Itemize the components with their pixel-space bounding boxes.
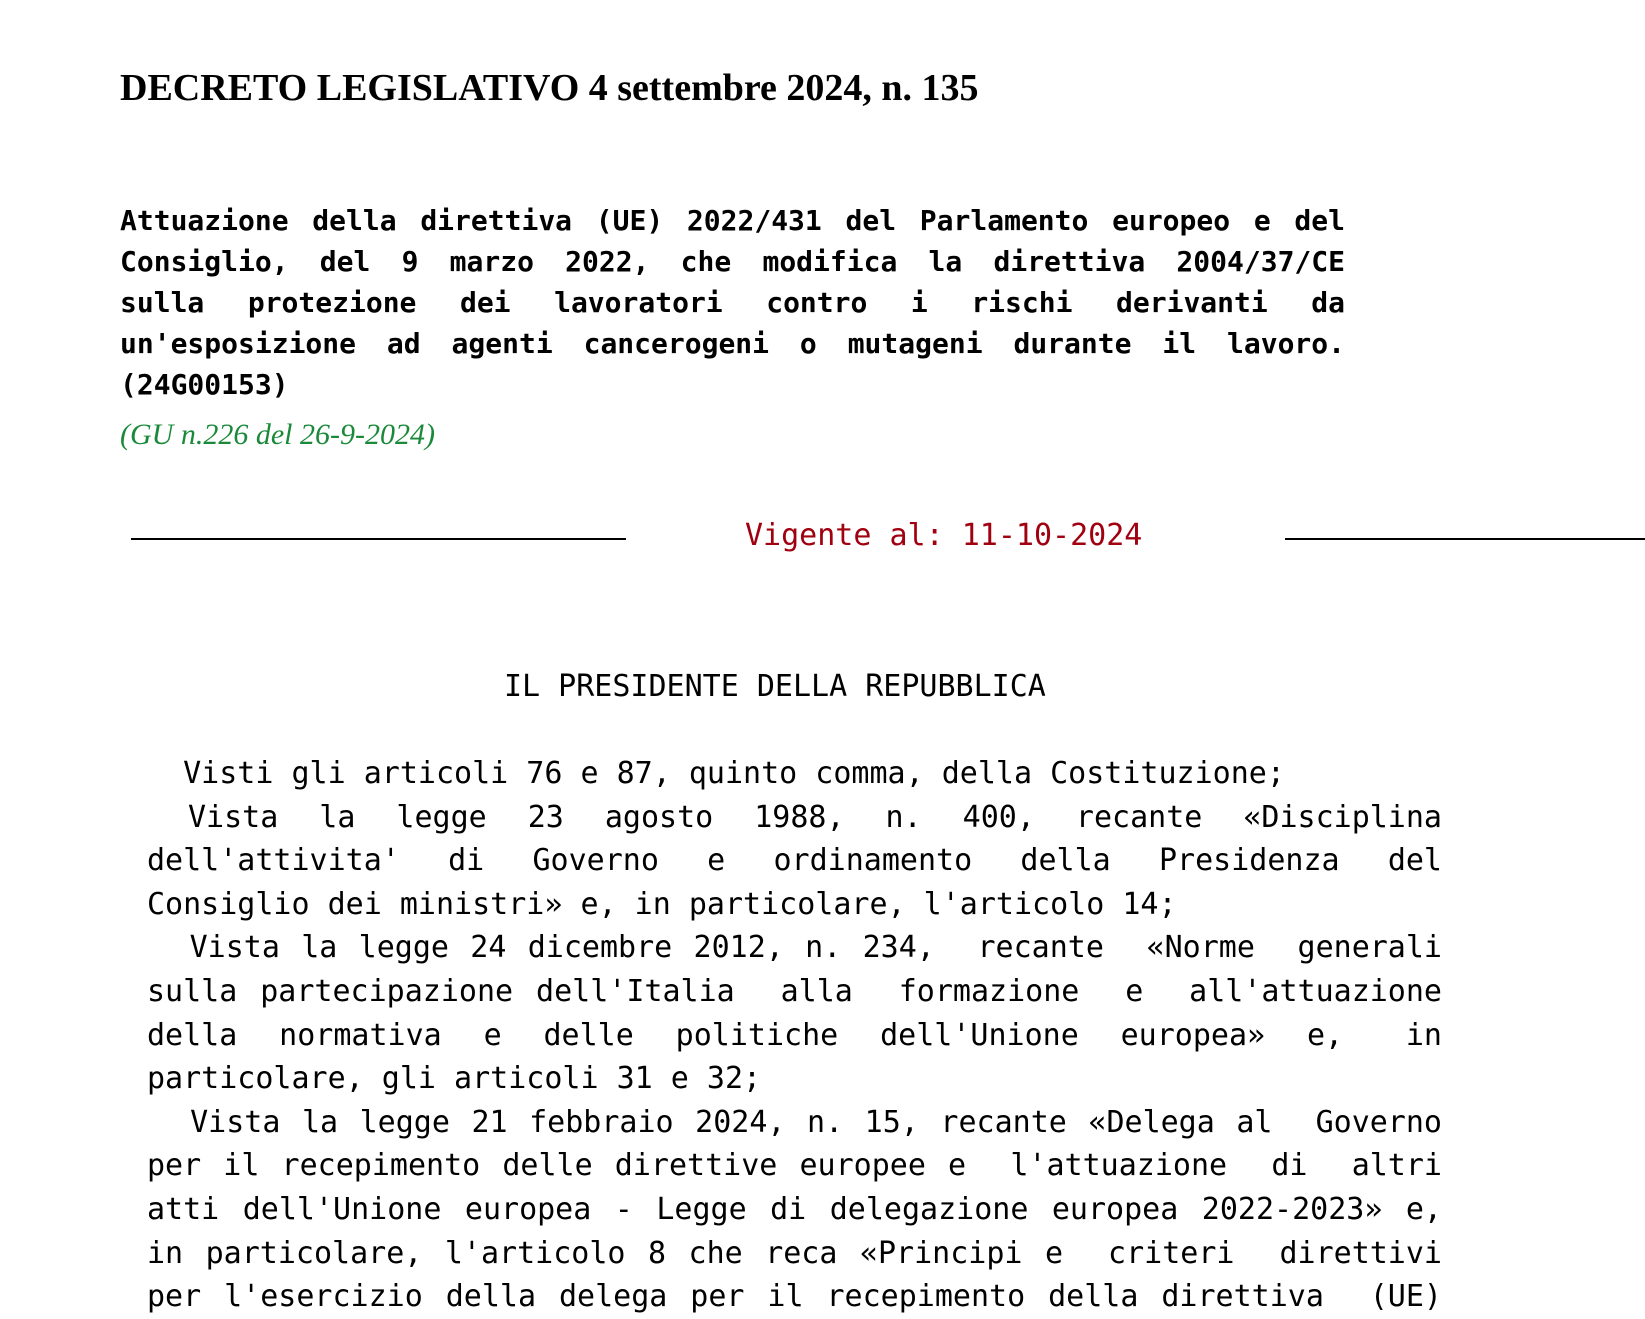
gazette-reference: (GU n.226 del 26-9-2024) [120,418,435,451]
vigente-date: Vigente al: 11-10-2024 [745,518,1143,553]
body-line: Vista la legge 23 agosto 1988, n. 400, recante «Disciplina [147,799,1442,835]
body-line: per l'esercizio della delega per il recepimento della direttiva (UE) [147,1279,1442,1315]
subtitle-line: sulla protezione dei lavoratori contro i rischi derivanti da [120,286,1345,319]
subtitle-line: (24G00153) [120,368,289,401]
body-line: Consiglio dei ministri» e, in particolare, l'articolo 14; [147,886,1177,922]
body-line: atti dell'Unione europea - Legge di delegazione europea 2022-2023» e, [147,1191,1442,1227]
body-line: della normativa e delle politiche dell'Unione europea» e, in [147,1017,1442,1053]
body-line: sulla partecipazione dell'Italia alla formazione e all'attuazione [147,973,1442,1009]
body-line: per il recepimento delle direttive europee e l'attuazione di altri [147,1148,1442,1184]
decree-body [147,752,1442,1319]
body-line: dell'attivita' di Governo e ordinamento della Presidenza del [147,843,1442,879]
decree-subtitle [120,200,1345,405]
body-line: Visti gli articoli 76 e 87, quinto comma, della Costituzione; [147,756,1285,791]
body-line: Vista la legge 24 dicembre 2012, n. 234, recante «Norme generali [147,930,1442,966]
subtitle-line: Consiglio, del 9 marzo 2022, che modifica la direttiva 2004/37/CE [120,245,1345,278]
preamble-heading: IL PRESIDENTE DELLA REPUBBLICA [504,669,1046,704]
body-line: Vista la legge 21 febbraio 2024, n. 15, recante «Delega al Governo [147,1104,1442,1140]
body-line: particolare, gli articoli 31 e 32; [147,1061,762,1097]
divider-right [1285,538,1645,540]
body-line: in particolare, l'articolo 8 che reca «Principi e criteri direttivi [147,1235,1442,1271]
page-title: DECRETO LEGISLATIVO 4 settembre 2024, n. 135 [120,67,979,109]
subtitle-line: Attuazione della direttiva (UE) 2022/431 del Parlamento europeo e del [120,204,1345,237]
subtitle-line: un'esposizione ad agenti cancerogeni o mutageni durante il lavoro. [120,327,1345,360]
divider-left [131,538,626,540]
